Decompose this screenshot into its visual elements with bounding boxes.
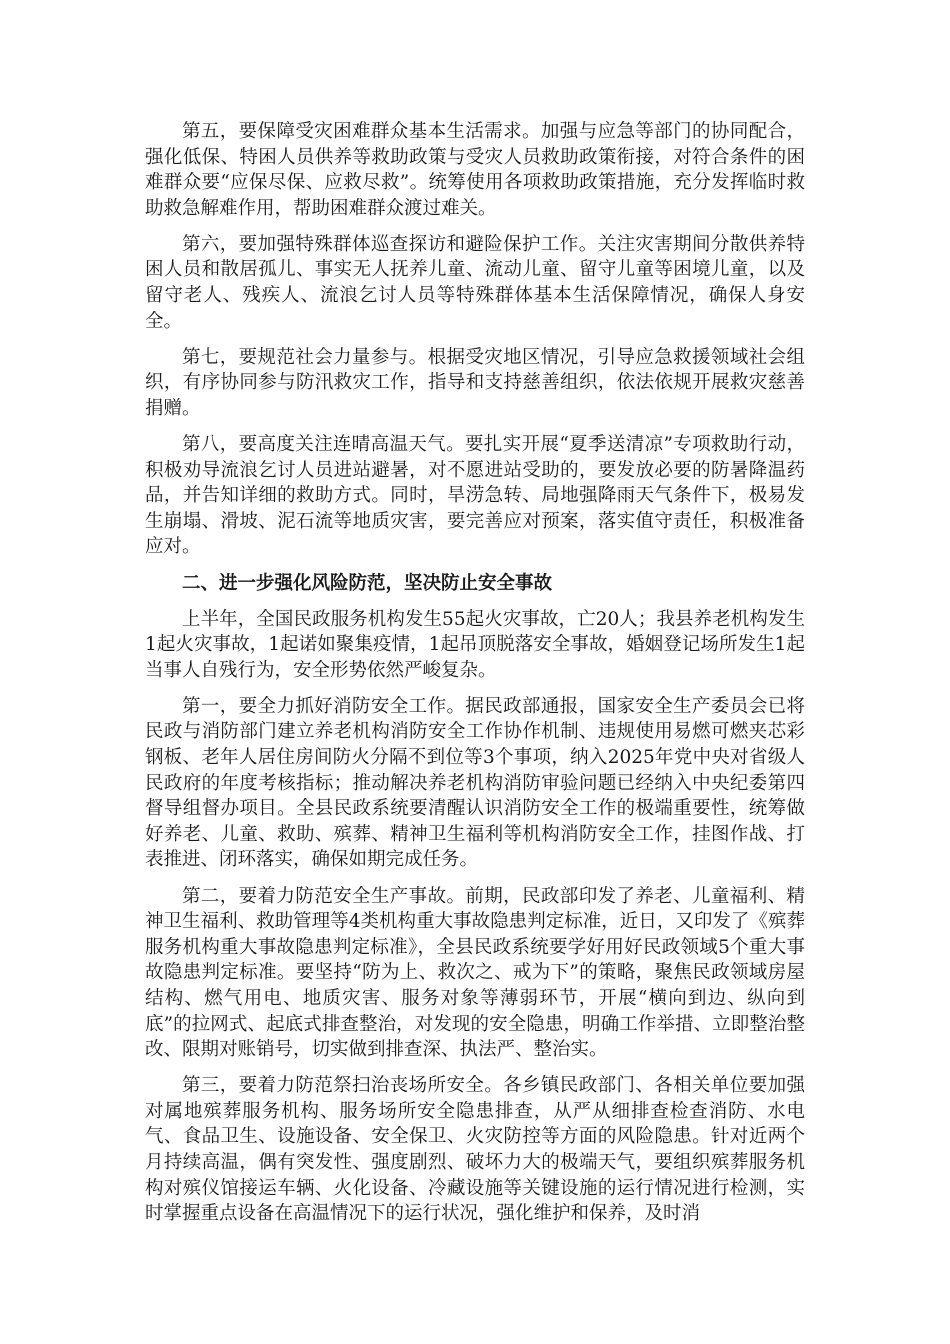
paragraph-first-fire-safety: 第一，要全力抓好消防安全工作。据民政部通报，国家安全生产委员会已将民政与消防部门建立养老机构消防安全工作协作机制、违规使用易燃可燃夹芯彩钢板、老年人居住房间防火分隔不到位等3个事项，纳入2025年党中央对省级人民政府的年度考核指标；推动解决养老机构消防审验问题已经纳入中央纪委第四督导组督办项目。全县民政系统要清醒认识消防安全工作的极端重要性，统筹做好养老、儿童、救助、殡葬、精神卫生福利等机构消防安全工作，挂图作战、打表推进、闭环落实，确保如期完成任务。 <box>145 695 805 871</box>
paragraph-fifth: 第五，要保障受灾困难群众基本生活需求。加强与应急等部门的协同配合，强化低保、特困人员供养等救助政策与受灾人员救助政策衔接，对符合条件的困难群众要“应保尽保、应救尽救”。统筹使用各项救助政策措施，充分发挥临时救助救急解难作用，帮助困难群众渡过难关。 <box>145 121 805 219</box>
paragraph-sixth: 第六，要加强特殊群体巡查探访和避险保护工作。关注灾害期间分散供养特困人员和散居孤儿、事实无人抚养儿童、流动儿童、留守儿童等困境儿童，以及留守老人、残疾人、流浪乞讨人员等特殊群体基本生活保障情况，确保人身安全。 <box>145 233 805 332</box>
paragraph-seventh: 第七，要规范社会力量参与。根据受灾地区情况，引导应急救援领域社会组织，有序协同参与防汛救灾工作，指导和支持慈善组织，依法依规开展救灾慈善捐赠。 <box>145 346 805 419</box>
paragraph-eighth: 第八，要高度关注连晴高温天气。要扎实开展“夏季送清凉”专项救助行动，积极劝导流浪乞讨人员进站避暑，对不愿进站受助的，要发放必要的防暑降温药品，并告知详细的救助方式。同时，旱涝急转、局地强降雨天气条件下，极易发生崩塌、滑坡、泥石流等地质灾害，要完善应对预案，落实值守责任，积极准备应对。 <box>145 434 805 558</box>
section-heading: 二、进一步强化风险防范，坚决防止安全事故 <box>182 572 553 594</box>
paragraph-third-funeral-safety: 第三，要着力防范祭扫治丧场所安全。各乡镇民政部门、各相关单位要加强对属地殡葬服务机构、服务场所安全隐患排查，从严从细排查检查消防、水电气、食品卫生、设施设备、安全保卫、火灾防控等方面的风险隐患。针对近两个月持续高温，偶有突发性、强度剧烈、破坏力大的极端天气，要组织殡葬服务机构对殡仪馆接运车辆、火化设备、冷藏设施等关键设施的运行情况进行检测，实时掌握重点设备在高温情况下的运行状况，强化维护和保养，及时消 <box>145 1075 805 1225</box>
paragraph-second-production-safety: 第二，要着力防范安全生产事故。前期，民政部印发了养老、儿童福利、精神卫生福利、救助管理等4类机构重大事故隐患判定标准，近日，又印发了《殡葬服务机构重大事故隐患判定标准》，全县民政系统要学好用好民政领域5个重大事故隐患判定标准。要坚持“防为上、救次之、戒为下”的策略，聚焦民政领域房屋结构、燃气用电、地质灾害、服务对象等薄弱环节，开展“横向到边、纵向到底”的拉网式、起底式排查整治，对发现的安全隐患，明确工作举措、立即整治整改、限期对账销号，切实做到排查深、执法严、整治实。 <box>145 885 805 1061</box>
document-body <box>145 119 805 1237</box>
paragraph-first-half-year: 上半年，全国民政服务机构发生55起火灾事故，亡20人；我县养老机构发生1起火灾事故，1起诺如聚集疫情，1起吊顶脱落安全事故，婚姻登记场所发生1起当事人自残行为，安全形势依然严峻复杂。 <box>145 608 805 681</box>
